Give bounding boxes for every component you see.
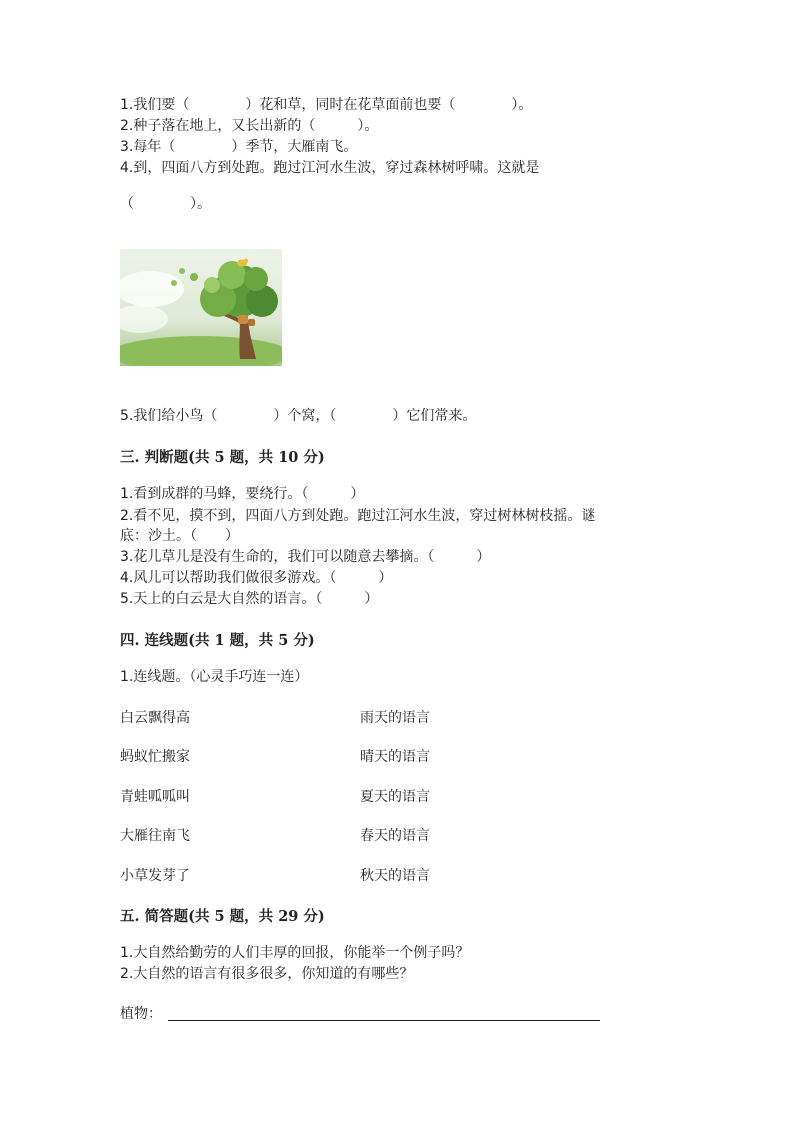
match-right-item: 秋天的语言 (360, 868, 430, 884)
question-5: 5.我们给小鸟（ ）个窝，（ ）它们常来。 (120, 408, 477, 424)
tree-illustration (120, 249, 282, 366)
question-4-blank: （ ）。 (120, 196, 211, 212)
question-2: 2.种子落在地上，又长出新的（ ）。 (120, 118, 379, 134)
judge-item: 1.看到成群的马蜂，要绕行。（ ） (120, 486, 365, 502)
match-right-item: 晴天的语言 (360, 749, 430, 765)
match-left-item: 小草发芽了 (120, 868, 190, 884)
judge-item: 5.天上的白云是大自然的语言。（ ） (120, 591, 379, 607)
short-answer-item: 2.大自然的语言有很多很多，你知道的有哪些？ (120, 966, 414, 982)
section-4-heading: 四. 连线题(共 1 题，共 5 分) (120, 632, 315, 649)
match-left-item: 青蛙呱呱叫 (120, 789, 190, 805)
question-1: 1.我们要（ ）花和草，同时在花草面前也要（ ）。 (120, 97, 533, 113)
judge-item: 4.风儿可以帮助我们做很多游戏。（ ） (120, 570, 393, 586)
section-5-heading: 五. 简答题(共 5 题，共 29 分) (120, 908, 325, 925)
matching-prompt: 1.连线题。（心灵手巧连一连） (120, 669, 309, 685)
answer-label-plants: 植物： (120, 1006, 162, 1022)
section-3-heading: 三. 判断题(共 5 题，共 10 分) (120, 449, 325, 466)
answer-line[interactable] (168, 1020, 600, 1021)
match-left-item: 蚂蚁忙搬家 (120, 749, 190, 765)
judge-item: 3.花儿草儿是没有生命的，我们可以随意去攀摘。（ ） (120, 549, 491, 565)
question-3: 3.每年（ ）季节，大雁南飞。 (120, 139, 358, 155)
match-right-item: 春天的语言 (360, 828, 430, 844)
question-4: 4.到，四面八方到处跑。跑过江河水生波，穿过森林树呼啸。这就是 (120, 160, 540, 176)
short-answer-item: 1.大自然给勤劳的人们丰厚的回报，你能举一个例子吗？ (120, 945, 470, 961)
match-right-item: 雨天的语言 (360, 710, 430, 726)
judge-item: 2.看不见，摸不到，四面八方到处跑。跑过江河水生波，穿过树林树枝摇。谜 (120, 508, 596, 524)
match-left-item: 大雁往南飞 (120, 828, 190, 844)
match-left-item: 白云飘得高 (120, 710, 190, 726)
judge-item-continued: 底：沙土。（ ） (120, 528, 239, 544)
match-right-item: 夏天的语言 (360, 789, 430, 805)
